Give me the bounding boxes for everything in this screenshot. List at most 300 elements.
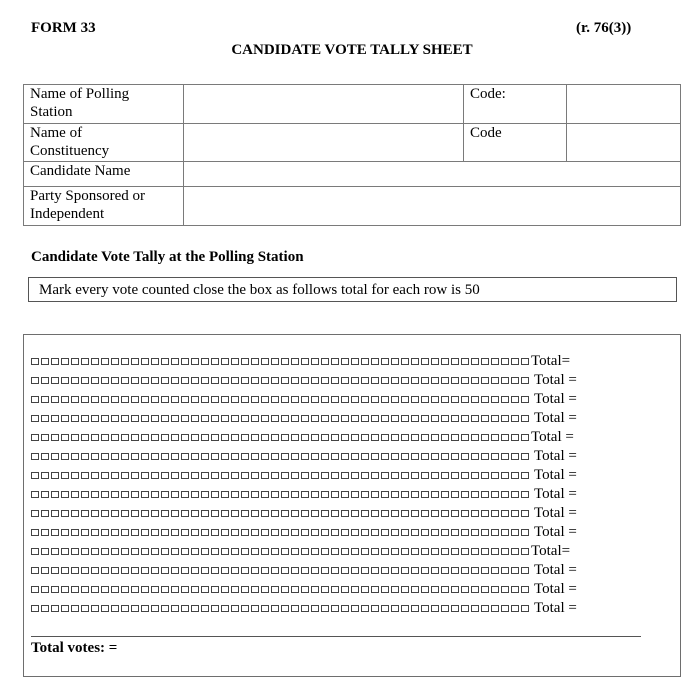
tally-checkbox[interactable] bbox=[521, 586, 529, 593]
tally-checkbox[interactable] bbox=[171, 453, 179, 460]
tally-checkbox[interactable] bbox=[121, 510, 129, 517]
tally-checkbox[interactable] bbox=[211, 510, 219, 517]
tally-checkbox[interactable] bbox=[221, 396, 229, 403]
tally-checkbox[interactable] bbox=[441, 586, 449, 593]
tally-checkbox[interactable] bbox=[191, 358, 199, 365]
tally-checkbox[interactable] bbox=[511, 586, 519, 593]
tally-checkbox[interactable] bbox=[341, 453, 349, 460]
tally-checkbox[interactable] bbox=[431, 434, 439, 441]
tally-checkbox[interactable] bbox=[141, 567, 149, 574]
tally-checkbox[interactable] bbox=[251, 586, 259, 593]
tally-checkbox[interactable] bbox=[81, 548, 89, 555]
tally-checkbox[interactable] bbox=[321, 605, 329, 612]
tally-checkbox[interactable] bbox=[141, 510, 149, 517]
tally-checkbox[interactable] bbox=[211, 377, 219, 384]
tally-checkbox[interactable] bbox=[311, 358, 319, 365]
tally-checkbox[interactable] bbox=[191, 434, 199, 441]
tally-checkbox[interactable] bbox=[221, 358, 229, 365]
tally-checkbox[interactable] bbox=[471, 510, 479, 517]
tally-checkbox[interactable] bbox=[231, 529, 239, 536]
tally-checkbox[interactable] bbox=[411, 472, 419, 479]
tally-checkbox[interactable] bbox=[391, 415, 399, 422]
tally-checkbox[interactable] bbox=[481, 586, 489, 593]
tally-checkbox[interactable] bbox=[441, 358, 449, 365]
tally-checkbox[interactable] bbox=[201, 434, 209, 441]
tally-checkbox[interactable] bbox=[201, 586, 209, 593]
tally-checkbox[interactable] bbox=[481, 415, 489, 422]
tally-checkbox[interactable] bbox=[91, 605, 99, 612]
tally-checkbox[interactable] bbox=[471, 358, 479, 365]
tally-checkbox[interactable] bbox=[251, 548, 259, 555]
tally-checkbox[interactable] bbox=[41, 434, 49, 441]
tally-checkbox[interactable] bbox=[31, 377, 39, 384]
tally-checkbox[interactable] bbox=[461, 529, 469, 536]
tally-checkbox[interactable] bbox=[451, 491, 459, 498]
tally-checkbox[interactable] bbox=[201, 529, 209, 536]
tally-checkbox[interactable] bbox=[411, 358, 419, 365]
tally-checkbox[interactable] bbox=[521, 453, 529, 460]
tally-checkbox[interactable] bbox=[461, 548, 469, 555]
tally-checkbox[interactable] bbox=[261, 472, 269, 479]
tally-checkbox[interactable] bbox=[41, 472, 49, 479]
tally-checkbox[interactable] bbox=[431, 358, 439, 365]
tally-checkbox[interactable] bbox=[191, 529, 199, 536]
tally-checkbox[interactable] bbox=[441, 472, 449, 479]
tally-checkbox[interactable] bbox=[171, 605, 179, 612]
tally-checkbox[interactable] bbox=[101, 605, 109, 612]
tally-checkbox[interactable] bbox=[341, 434, 349, 441]
tally-checkbox[interactable] bbox=[281, 491, 289, 498]
tally-checkbox[interactable] bbox=[431, 529, 439, 536]
tally-checkbox[interactable] bbox=[351, 377, 359, 384]
tally-checkbox[interactable] bbox=[391, 605, 399, 612]
tally-checkbox[interactable] bbox=[221, 548, 229, 555]
tally-checkbox[interactable] bbox=[371, 605, 379, 612]
tally-checkbox[interactable] bbox=[221, 567, 229, 574]
tally-checkbox[interactable] bbox=[121, 548, 129, 555]
tally-checkbox[interactable] bbox=[281, 529, 289, 536]
tally-checkbox[interactable] bbox=[331, 548, 339, 555]
tally-checkbox[interactable] bbox=[311, 396, 319, 403]
tally-checkbox[interactable] bbox=[51, 453, 59, 460]
tally-checkbox[interactable] bbox=[361, 358, 369, 365]
tally-checkbox[interactable] bbox=[401, 453, 409, 460]
tally-checkbox[interactable] bbox=[61, 510, 69, 517]
tally-checkbox[interactable] bbox=[41, 529, 49, 536]
tally-checkbox[interactable] bbox=[461, 586, 469, 593]
tally-checkbox[interactable] bbox=[401, 358, 409, 365]
tally-checkbox[interactable] bbox=[421, 358, 429, 365]
tally-checkbox[interactable] bbox=[281, 548, 289, 555]
tally-checkbox[interactable] bbox=[301, 472, 309, 479]
tally-checkbox[interactable] bbox=[491, 548, 499, 555]
tally-checkbox[interactable] bbox=[201, 453, 209, 460]
tally-checkbox[interactable] bbox=[371, 472, 379, 479]
tally-checkbox[interactable] bbox=[41, 548, 49, 555]
tally-checkbox[interactable] bbox=[171, 472, 179, 479]
tally-checkbox[interactable] bbox=[271, 567, 279, 574]
tally-checkbox[interactable] bbox=[171, 567, 179, 574]
tally-checkbox[interactable] bbox=[481, 453, 489, 460]
tally-checkbox[interactable] bbox=[291, 510, 299, 517]
tally-checkbox[interactable] bbox=[281, 434, 289, 441]
tally-checkbox[interactable] bbox=[271, 453, 279, 460]
tally-checkbox[interactable] bbox=[441, 567, 449, 574]
tally-checkbox[interactable] bbox=[101, 434, 109, 441]
tally-checkbox[interactable] bbox=[251, 377, 259, 384]
tally-checkbox[interactable] bbox=[481, 491, 489, 498]
tally-checkbox[interactable] bbox=[401, 510, 409, 517]
tally-checkbox[interactable] bbox=[451, 548, 459, 555]
tally-checkbox[interactable] bbox=[31, 358, 39, 365]
tally-checkbox[interactable] bbox=[341, 358, 349, 365]
tally-checkbox[interactable] bbox=[511, 415, 519, 422]
tally-checkbox[interactable] bbox=[261, 510, 269, 517]
tally-checkbox[interactable] bbox=[81, 567, 89, 574]
tally-checkbox[interactable] bbox=[311, 472, 319, 479]
tally-checkbox[interactable] bbox=[331, 453, 339, 460]
tally-checkbox[interactable] bbox=[61, 529, 69, 536]
tally-checkbox[interactable] bbox=[141, 605, 149, 612]
tally-checkbox[interactable] bbox=[81, 472, 89, 479]
tally-checkbox[interactable] bbox=[341, 529, 349, 536]
tally-checkbox[interactable] bbox=[131, 605, 139, 612]
tally-checkbox[interactable] bbox=[31, 396, 39, 403]
tally-checkbox[interactable] bbox=[511, 529, 519, 536]
tally-checkbox[interactable] bbox=[261, 529, 269, 536]
tally-checkbox[interactable] bbox=[271, 377, 279, 384]
tally-checkbox[interactable] bbox=[511, 377, 519, 384]
tally-checkbox[interactable] bbox=[461, 358, 469, 365]
tally-checkbox[interactable] bbox=[431, 548, 439, 555]
tally-checkbox[interactable] bbox=[361, 491, 369, 498]
tally-checkbox[interactable] bbox=[141, 434, 149, 441]
tally-checkbox[interactable] bbox=[361, 567, 369, 574]
tally-checkbox[interactable] bbox=[31, 548, 39, 555]
tally-checkbox[interactable] bbox=[151, 491, 159, 498]
tally-checkbox[interactable] bbox=[391, 377, 399, 384]
tally-checkbox[interactable] bbox=[381, 434, 389, 441]
polling-station-code-field[interactable] bbox=[567, 85, 681, 124]
tally-checkbox[interactable] bbox=[171, 510, 179, 517]
tally-checkbox[interactable] bbox=[181, 491, 189, 498]
tally-checkbox[interactable] bbox=[101, 472, 109, 479]
tally-checkbox[interactable] bbox=[271, 396, 279, 403]
tally-checkbox[interactable] bbox=[211, 358, 219, 365]
tally-checkbox[interactable] bbox=[381, 567, 389, 574]
tally-checkbox[interactable] bbox=[471, 453, 479, 460]
tally-checkbox[interactable] bbox=[261, 377, 269, 384]
tally-checkbox[interactable] bbox=[81, 396, 89, 403]
tally-checkbox[interactable] bbox=[431, 491, 439, 498]
tally-checkbox[interactable] bbox=[301, 358, 309, 365]
tally-checkbox[interactable] bbox=[141, 396, 149, 403]
tally-checkbox[interactable] bbox=[171, 358, 179, 365]
tally-checkbox[interactable] bbox=[391, 434, 399, 441]
tally-checkbox[interactable] bbox=[481, 529, 489, 536]
tally-checkbox[interactable] bbox=[331, 377, 339, 384]
tally-checkbox[interactable] bbox=[461, 453, 469, 460]
tally-checkbox[interactable] bbox=[211, 396, 219, 403]
tally-checkbox[interactable] bbox=[261, 358, 269, 365]
tally-checkbox[interactable] bbox=[281, 586, 289, 593]
tally-checkbox[interactable] bbox=[511, 396, 519, 403]
tally-checkbox[interactable] bbox=[341, 472, 349, 479]
tally-checkbox[interactable] bbox=[71, 453, 79, 460]
tally-checkbox[interactable] bbox=[491, 529, 499, 536]
tally-checkbox[interactable] bbox=[71, 396, 79, 403]
tally-checkbox[interactable] bbox=[271, 529, 279, 536]
tally-checkbox[interactable] bbox=[141, 377, 149, 384]
tally-checkbox[interactable] bbox=[321, 377, 329, 384]
tally-checkbox[interactable] bbox=[71, 491, 79, 498]
tally-checkbox[interactable] bbox=[161, 396, 169, 403]
tally-checkbox[interactable] bbox=[401, 586, 409, 593]
tally-checkbox[interactable] bbox=[161, 358, 169, 365]
tally-checkbox[interactable] bbox=[101, 529, 109, 536]
tally-checkbox[interactable] bbox=[471, 434, 479, 441]
tally-checkbox[interactable] bbox=[371, 491, 379, 498]
tally-checkbox[interactable] bbox=[41, 605, 49, 612]
tally-checkbox[interactable] bbox=[221, 510, 229, 517]
tally-checkbox[interactable] bbox=[471, 586, 479, 593]
tally-checkbox[interactable] bbox=[121, 586, 129, 593]
tally-checkbox[interactable] bbox=[421, 548, 429, 555]
tally-checkbox[interactable] bbox=[221, 415, 229, 422]
tally-checkbox[interactable] bbox=[251, 434, 259, 441]
tally-checkbox[interactable] bbox=[341, 605, 349, 612]
tally-checkbox[interactable] bbox=[381, 491, 389, 498]
tally-checkbox[interactable] bbox=[421, 586, 429, 593]
tally-checkbox[interactable] bbox=[421, 415, 429, 422]
tally-checkbox[interactable] bbox=[461, 567, 469, 574]
tally-checkbox[interactable] bbox=[411, 529, 419, 536]
tally-checkbox[interactable] bbox=[301, 586, 309, 593]
tally-checkbox[interactable] bbox=[51, 377, 59, 384]
tally-checkbox[interactable] bbox=[151, 377, 159, 384]
tally-checkbox[interactable] bbox=[161, 453, 169, 460]
tally-checkbox[interactable] bbox=[261, 605, 269, 612]
tally-checkbox[interactable] bbox=[521, 472, 529, 479]
tally-checkbox[interactable] bbox=[61, 377, 69, 384]
tally-checkbox[interactable] bbox=[341, 491, 349, 498]
tally-checkbox[interactable] bbox=[491, 472, 499, 479]
tally-checkbox[interactable] bbox=[501, 472, 509, 479]
tally-checkbox[interactable] bbox=[161, 586, 169, 593]
tally-checkbox[interactable] bbox=[131, 453, 139, 460]
tally-checkbox[interactable] bbox=[191, 548, 199, 555]
tally-checkbox[interactable] bbox=[181, 396, 189, 403]
tally-checkbox[interactable] bbox=[501, 491, 509, 498]
tally-checkbox[interactable] bbox=[231, 377, 239, 384]
tally-checkbox[interactable] bbox=[481, 605, 489, 612]
tally-checkbox[interactable] bbox=[361, 453, 369, 460]
tally-checkbox[interactable] bbox=[131, 472, 139, 479]
tally-checkbox[interactable] bbox=[271, 548, 279, 555]
tally-checkbox[interactable] bbox=[71, 377, 79, 384]
tally-checkbox[interactable] bbox=[521, 567, 529, 574]
tally-checkbox[interactable] bbox=[381, 453, 389, 460]
tally-checkbox[interactable] bbox=[241, 472, 249, 479]
tally-checkbox[interactable] bbox=[241, 415, 249, 422]
tally-checkbox[interactable] bbox=[231, 605, 239, 612]
tally-checkbox[interactable] bbox=[71, 548, 79, 555]
tally-checkbox[interactable] bbox=[301, 529, 309, 536]
tally-checkbox[interactable] bbox=[31, 415, 39, 422]
tally-checkbox[interactable] bbox=[451, 510, 459, 517]
tally-checkbox[interactable] bbox=[321, 586, 329, 593]
tally-checkbox[interactable] bbox=[151, 567, 159, 574]
tally-checkbox[interactable] bbox=[311, 415, 319, 422]
tally-checkbox[interactable] bbox=[111, 491, 119, 498]
tally-checkbox[interactable] bbox=[101, 491, 109, 498]
tally-checkbox[interactable] bbox=[501, 434, 509, 441]
tally-checkbox[interactable] bbox=[461, 510, 469, 517]
tally-checkbox[interactable] bbox=[171, 491, 179, 498]
tally-checkbox[interactable] bbox=[281, 453, 289, 460]
tally-checkbox[interactable] bbox=[441, 510, 449, 517]
tally-checkbox[interactable] bbox=[191, 377, 199, 384]
tally-checkbox[interactable] bbox=[221, 491, 229, 498]
tally-checkbox[interactable] bbox=[231, 586, 239, 593]
tally-checkbox[interactable] bbox=[521, 548, 529, 555]
tally-checkbox[interactable] bbox=[151, 548, 159, 555]
tally-checkbox[interactable] bbox=[241, 510, 249, 517]
tally-checkbox[interactable] bbox=[351, 453, 359, 460]
tally-checkbox[interactable] bbox=[131, 434, 139, 441]
tally-checkbox[interactable] bbox=[211, 548, 219, 555]
tally-checkbox[interactable] bbox=[211, 472, 219, 479]
tally-checkbox[interactable] bbox=[251, 358, 259, 365]
tally-checkbox[interactable] bbox=[521, 358, 529, 365]
tally-checkbox[interactable] bbox=[431, 605, 439, 612]
tally-checkbox[interactable] bbox=[251, 605, 259, 612]
tally-checkbox[interactable] bbox=[301, 510, 309, 517]
tally-checkbox[interactable] bbox=[311, 567, 319, 574]
tally-checkbox[interactable] bbox=[91, 529, 99, 536]
tally-checkbox[interactable] bbox=[401, 548, 409, 555]
tally-checkbox[interactable] bbox=[91, 510, 99, 517]
tally-checkbox[interactable] bbox=[61, 586, 69, 593]
tally-checkbox[interactable] bbox=[121, 605, 129, 612]
tally-checkbox[interactable] bbox=[31, 605, 39, 612]
tally-checkbox[interactable] bbox=[211, 453, 219, 460]
tally-checkbox[interactable] bbox=[81, 586, 89, 593]
tally-checkbox[interactable] bbox=[161, 472, 169, 479]
tally-checkbox[interactable] bbox=[351, 510, 359, 517]
tally-checkbox[interactable] bbox=[71, 586, 79, 593]
tally-checkbox[interactable] bbox=[331, 529, 339, 536]
tally-checkbox[interactable] bbox=[151, 510, 159, 517]
tally-checkbox[interactable] bbox=[351, 605, 359, 612]
tally-checkbox[interactable] bbox=[101, 453, 109, 460]
tally-checkbox[interactable] bbox=[291, 567, 299, 574]
tally-checkbox[interactable] bbox=[351, 491, 359, 498]
tally-checkbox[interactable] bbox=[81, 377, 89, 384]
tally-checkbox[interactable] bbox=[371, 510, 379, 517]
tally-checkbox[interactable] bbox=[391, 453, 399, 460]
tally-checkbox[interactable] bbox=[51, 586, 59, 593]
tally-checkbox[interactable] bbox=[141, 548, 149, 555]
tally-checkbox[interactable] bbox=[191, 567, 199, 574]
tally-checkbox[interactable] bbox=[231, 358, 239, 365]
tally-checkbox[interactable] bbox=[371, 453, 379, 460]
constituency-field[interactable] bbox=[184, 124, 464, 162]
tally-checkbox[interactable] bbox=[511, 491, 519, 498]
tally-checkbox[interactable] bbox=[421, 510, 429, 517]
tally-checkbox[interactable] bbox=[31, 472, 39, 479]
tally-checkbox[interactable] bbox=[351, 434, 359, 441]
tally-checkbox[interactable] bbox=[61, 548, 69, 555]
tally-checkbox[interactable] bbox=[151, 529, 159, 536]
tally-checkbox[interactable] bbox=[121, 491, 129, 498]
tally-checkbox[interactable] bbox=[421, 453, 429, 460]
tally-checkbox[interactable] bbox=[111, 510, 119, 517]
tally-checkbox[interactable] bbox=[311, 586, 319, 593]
tally-checkbox[interactable] bbox=[231, 472, 239, 479]
tally-checkbox[interactable] bbox=[111, 586, 119, 593]
tally-checkbox[interactable] bbox=[181, 415, 189, 422]
tally-checkbox[interactable] bbox=[501, 510, 509, 517]
tally-checkbox[interactable] bbox=[301, 605, 309, 612]
tally-checkbox[interactable] bbox=[341, 396, 349, 403]
tally-checkbox[interactable] bbox=[151, 586, 159, 593]
tally-checkbox[interactable] bbox=[381, 548, 389, 555]
tally-checkbox[interactable] bbox=[191, 510, 199, 517]
tally-checkbox[interactable] bbox=[491, 377, 499, 384]
tally-checkbox[interactable] bbox=[41, 567, 49, 574]
tally-checkbox[interactable] bbox=[281, 396, 289, 403]
tally-checkbox[interactable] bbox=[231, 548, 239, 555]
tally-checkbox[interactable] bbox=[331, 605, 339, 612]
tally-checkbox[interactable] bbox=[41, 396, 49, 403]
tally-checkbox[interactable] bbox=[391, 472, 399, 479]
tally-checkbox[interactable] bbox=[131, 567, 139, 574]
tally-checkbox[interactable] bbox=[31, 567, 39, 574]
tally-checkbox[interactable] bbox=[281, 358, 289, 365]
tally-checkbox[interactable] bbox=[321, 548, 329, 555]
tally-checkbox[interactable] bbox=[341, 586, 349, 593]
tally-checkbox[interactable] bbox=[51, 396, 59, 403]
tally-checkbox[interactable] bbox=[501, 453, 509, 460]
tally-checkbox[interactable] bbox=[131, 586, 139, 593]
tally-checkbox[interactable] bbox=[501, 377, 509, 384]
tally-checkbox[interactable] bbox=[491, 567, 499, 574]
tally-checkbox[interactable] bbox=[161, 377, 169, 384]
tally-checkbox[interactable] bbox=[311, 548, 319, 555]
tally-checkbox[interactable] bbox=[141, 529, 149, 536]
tally-checkbox[interactable] bbox=[331, 396, 339, 403]
tally-checkbox[interactable] bbox=[511, 358, 519, 365]
tally-checkbox[interactable] bbox=[521, 377, 529, 384]
tally-checkbox[interactable] bbox=[451, 358, 459, 365]
tally-checkbox[interactable] bbox=[161, 434, 169, 441]
tally-checkbox[interactable] bbox=[181, 472, 189, 479]
tally-checkbox[interactable] bbox=[421, 491, 429, 498]
tally-checkbox[interactable] bbox=[371, 415, 379, 422]
tally-checkbox[interactable] bbox=[501, 548, 509, 555]
tally-checkbox[interactable] bbox=[351, 567, 359, 574]
tally-checkbox[interactable] bbox=[201, 491, 209, 498]
tally-checkbox[interactable] bbox=[361, 434, 369, 441]
tally-checkbox[interactable] bbox=[451, 415, 459, 422]
tally-checkbox[interactable] bbox=[511, 510, 519, 517]
tally-checkbox[interactable] bbox=[181, 548, 189, 555]
tally-checkbox[interactable] bbox=[221, 472, 229, 479]
tally-checkbox[interactable] bbox=[221, 586, 229, 593]
tally-checkbox[interactable] bbox=[401, 491, 409, 498]
tally-checkbox[interactable] bbox=[491, 358, 499, 365]
